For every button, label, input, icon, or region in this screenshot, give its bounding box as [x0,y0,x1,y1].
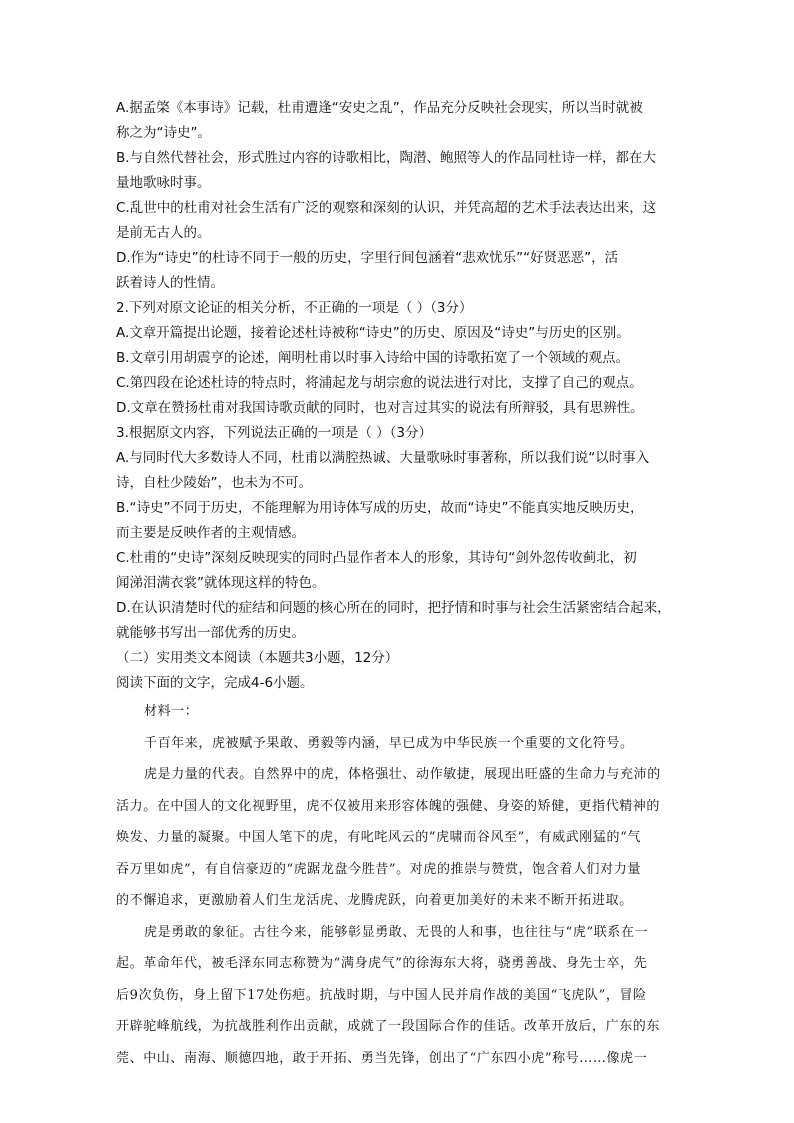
q3-option-b [116,496,682,546]
q2-stem: 2.下列对原文论证的相关分析，不正确的一项是（ ）（3分） [116,300,473,316]
text-line: 千百年来，虎被赋予果敢、勇毅等内涵，早已成为中华民族一个重要的文化符号。 [144,735,634,751]
text-line: B.“诗史”不同于历史，不能理解为用诗体写成的历史，故而“诗史”不能真实地反映历史， [116,500,644,516]
material-paragraph-3 [116,917,682,1075]
text-line: 开辟驼峰航线，为抗战胜利作出贡献，成就了一段国际合作的佳话。改革开放后，广东的东 [116,1019,661,1034]
q1-option-c [116,196,682,246]
text-line: 吞万里如虎”，有自信豪迈的“虎踞龙盘今胜昔”。对虎的推崇与赞赏，饱含着人们对力量 [116,861,641,877]
text-line: D.作为“诗史”的杜诗不同于一般的历史，字里行间包涵着“悲欢忧乐”“好贤恶恶”，活 [116,250,619,266]
text-line: 活力。在中国人的文化视野里，虎不仅被用来形容体魄的强健、身姿的矫健，更指代精神的 [116,798,661,814]
exam-page [116,96,682,1074]
material-one [116,696,682,1074]
text-line: 莞、中山、南海、顺德四地，敢于开拓、勇当先锋，创出了“广东四小虎”称号……像虎一 [116,1050,648,1066]
section-instruction: 阅读下面的文字，完成4-6小题。 [116,675,314,691]
q3-option-a [116,446,682,496]
text-line: C.乱世中的杜甫对社会生活有广泛的观察和深刻的认识，并凭高超的艺术手法表达出来，这 [116,200,657,216]
q1-option-d [116,246,682,296]
text-line: 焕发、力量的凝聚。中国人笔下的虎，有叱咤风云的“虎啸而谷风至”，有威武刚猛的“气 [116,830,641,845]
text-line: 后9次负伤，身上留下17处伤疤。抗战时期，与中国人民并肩作战的美国“飞虎队”，冒险 [116,987,647,1003]
text-line: 而主要是反映作者的主观情感。 [116,525,305,541]
text-line: D.在认识清楚时代的症结和问题的核心所在的同时，把抒情和时事与社会生活紧密结合起来， [116,600,671,616]
text-line: A.据孟棨《本事诗》记载，杜甫遭逢“安史之乱”，作品充分反映社会现实，所以当时就被 [116,100,643,116]
q3-option-d [116,596,682,646]
q3-option-c [116,546,682,596]
text-line: 虎是力量的代表。自然界中的虎，体格强壮、动作敏捷，展现出旺盛的生命力与充沛的 [144,767,661,782]
text-line: 就能够书写出一部优秀的历史。 [116,625,305,641]
text-line: 诗，自杜少陵始”，也未为不可。 [116,475,312,491]
q2-option-c: C.第四段在论述杜诗的特点时，将浦起龙与胡宗愈的说法进行对比，支撑了自己的观点。 [116,375,643,391]
material-paragraph-2 [116,759,682,917]
q2-option-b: B.文章引用胡震亨的论述，阐明杜甫以时事入诗给中国的诗歌拓宽了一个领域的观点。 [116,350,630,366]
text-line: C.杜甫的“史诗”深刻反映现实的同时凸显作者本人的形象，其诗句“剑外忽传收蓟北，初 [116,550,637,566]
text-line: 起。革命年代，被毛泽东同志称赞为“满身虎气”的徐海东大将，骁勇善战、身先士卒，先 [116,956,648,971]
text-line: B.与自然代替社会，形式胜过内容的诗歌相比，陶潜、鲍照等人的作品同杜诗一样，都在大 [116,150,657,166]
text-line: 是前无古人的。 [116,225,211,241]
text-line: A.与同时代大多数诗人不同，杜甫以满腔热诚、大量歌咏时事著称，所以我们说“以时事入 [116,450,650,466]
q3-stem: 3.根据原文内容，下列说法正确的一项是（ ）（3分） [116,425,433,441]
text-line: 量地歌咏时事。 [116,175,211,191]
text-line: 闻涕泪满衣裳”就体现这样的特色。 [116,575,326,591]
material-label: 材料一： [144,704,199,719]
q1-option-b [116,146,682,196]
q1-option-a [116,96,682,146]
text-line: 虎是勇敢的象征。古往今来，能够彰显勇敢、无畏的人和事，也往往与“虎”联系在一 [144,924,649,940]
q2-option-d: D.文章在赞扬杜甫对我国诗歌贡献的同时，也对言过其实的说法有所辩驳，具有思辨性。 [116,400,644,416]
material-paragraph-1 [116,728,682,760]
text-line: 称之为“诗史”。 [116,125,211,141]
q2-option-a: A.文章开篇提出论题，接着论述杜诗被称“诗史”的历史、原因及“诗史”与历史的区别。 [116,325,630,341]
text-line: 的不懈追求，更激励着人们生龙活虎、龙腾虎跃，向着更加美好的未来不断开拓进取。 [116,893,633,908]
section-heading: （二）实用类文本阅读（本题共3小题，12分） [116,650,399,666]
text-line: 跃着诗人的性情。 [116,275,224,291]
